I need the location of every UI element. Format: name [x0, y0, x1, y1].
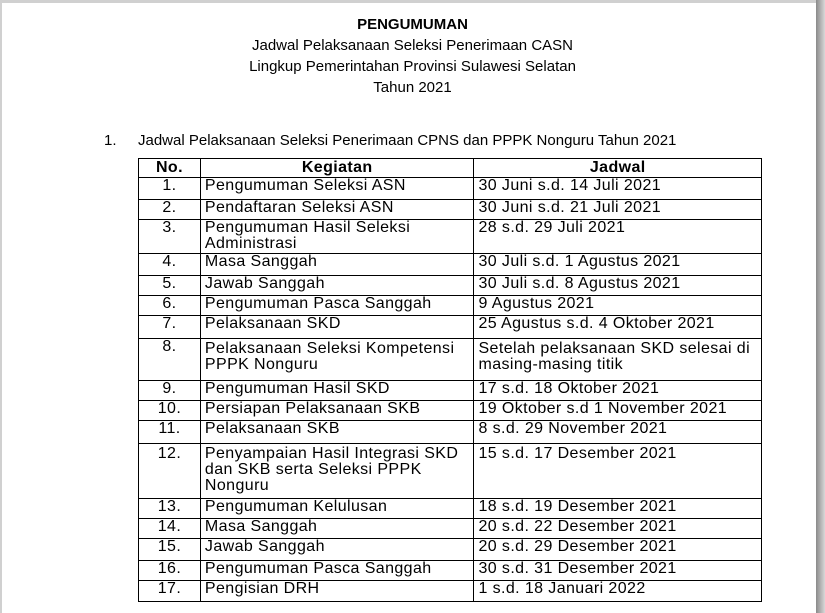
row-no: 1. [139, 178, 201, 200]
row-jadwal: 25 Agustus s.d. 4 Oktober 2021 [474, 316, 762, 339]
row-kegiatan: Pengumuman Seleksi ASN [200, 178, 474, 200]
row-no: 9. [139, 381, 201, 401]
page-top-shadow [0, 0, 816, 3]
row-jadwal-text: Setelah pelaksanaan SKD selesai di masing-masing titik [478, 340, 751, 373]
row-no: 8. [139, 339, 201, 381]
row-kegiatan-text: Pelaksanaan Seleksi Kompetensi PPPK Nonguru [204, 340, 455, 373]
row-kegiatan: Pengumuman Pasca Sanggah [200, 561, 474, 581]
row-kegiatan [200, 444, 474, 499]
table-row [139, 519, 762, 539]
table-row [139, 421, 762, 444]
row-no: 14. [139, 519, 201, 539]
table-row [139, 200, 762, 220]
table-row [139, 401, 762, 421]
document-title: PENGUMUMAN [357, 16, 468, 33]
row-no [139, 444, 201, 499]
document-header [0, 14, 825, 98]
row-jadwal: 20 s.d. 29 Desember 2021 [474, 539, 762, 561]
header-line-3: Tahun 2021 [373, 79, 452, 96]
header-kegiatan: Kegiatan [200, 159, 474, 178]
row-no: 11. [139, 421, 201, 444]
table-row [139, 276, 762, 296]
row-kegiatan: Jawab Sanggah [200, 539, 474, 561]
row-kegiatan: Masa Sanggah [200, 254, 474, 276]
table-row [139, 499, 762, 519]
row-no: 16. [139, 561, 201, 581]
table-row [139, 178, 762, 200]
table-row [139, 539, 762, 561]
row-no: 5. [139, 276, 201, 296]
row-kegiatan: Pengisian DRH [200, 581, 474, 602]
row-no: 3. [139, 220, 201, 254]
row-jadwal [474, 444, 762, 499]
header-jadwal: Jadwal [474, 159, 762, 178]
row-kegiatan: Pengumuman Hasil Seleksi Administrasi [200, 220, 474, 254]
row-kegiatan: Masa Sanggah [200, 519, 474, 539]
row-kegiatan: Pelaksanaan SKB [200, 421, 474, 444]
row-jadwal: 9 Agustus 2021 [474, 296, 762, 316]
schedule-table [138, 158, 762, 602]
row-no: 4. [139, 254, 201, 276]
row-no: 7. [139, 316, 201, 339]
row-jadwal: 30 Juni s.d. 14 Juli 2021 [474, 178, 762, 200]
table-row [139, 220, 762, 254]
row-jadwal: 18 s.d. 19 Desember 2021 [474, 499, 762, 519]
row-jadwal: 28 s.d. 29 Juli 2021 [474, 220, 762, 254]
table-row [139, 581, 762, 602]
row-kegiatan: Pelaksanaan SKD [200, 316, 474, 339]
table-header-row [139, 159, 762, 178]
row-jadwal: 20 s.d. 22 Desember 2021 [474, 519, 762, 539]
row-no: 17. [139, 581, 201, 602]
table-row [139, 296, 762, 316]
row-jadwal: 17 s.d. 18 Oktober 2021 [474, 381, 762, 401]
header-line-2: Lingkup Pemerintahan Provinsi Sulawesi Selatan [249, 58, 576, 75]
row-kegiatan: Pendaftaran Seleksi ASN [200, 200, 474, 220]
row-no: 6. [139, 296, 201, 316]
row-kegiatan: Jawab Sanggah [200, 276, 474, 296]
row-kegiatan: Pengumuman Kelulusan [200, 499, 474, 519]
row-jadwal-text: 15 s.d. 17 Desember 2021 [478, 445, 677, 462]
row-no: 15. [139, 539, 201, 561]
row-jadwal: 30 Juni s.d. 21 Juli 2021 [474, 200, 762, 220]
section-number: 1. [104, 132, 117, 149]
table-row [139, 444, 762, 499]
row-jadwal: 19 Oktober s.d 1 November 2021 [474, 401, 762, 421]
section-heading [104, 132, 676, 149]
row-kegiatan-text: Penyampaian Hasil Integrasi SKD dan SKB serta Seleksi PPPK Nonguru [204, 445, 459, 494]
row-no: 13. [139, 499, 201, 519]
row-no: 2. [139, 200, 201, 220]
row-jadwal: 30 Juli s.d. 1 Agustus 2021 [474, 254, 762, 276]
row-no-text: 12. [157, 445, 182, 462]
row-kegiatan: Persiapan Pelaksanaan SKB [200, 401, 474, 421]
table-row [139, 561, 762, 581]
row-jadwal [474, 339, 762, 381]
header-line-1: Jadwal Pelaksanaan Seleksi Penerimaan CASN [251, 37, 573, 54]
table-row [139, 339, 762, 381]
table-row [139, 254, 762, 276]
row-kegiatan: Pengumuman Hasil SKD [200, 381, 474, 401]
row-kegiatan: Pengumuman Pasca Sanggah [200, 296, 474, 316]
table-row [139, 381, 762, 401]
table-row [139, 316, 762, 339]
row-jadwal: 1 s.d. 18 Januari 2022 [474, 581, 762, 602]
section-title: Jadwal Pelaksanaan Seleksi Penerimaan CPNS dan PPPK Nonguru Tahun 2021 [138, 132, 677, 149]
row-jadwal: 30 s.d. 31 Desember 2021 [474, 561, 762, 581]
header-no: No. [139, 159, 201, 178]
row-no: 10. [139, 401, 201, 421]
row-kegiatan [200, 339, 474, 381]
row-jadwal: 8 s.d. 29 November 2021 [474, 421, 762, 444]
row-jadwal: 30 Juli s.d. 8 Agustus 2021 [474, 276, 762, 296]
